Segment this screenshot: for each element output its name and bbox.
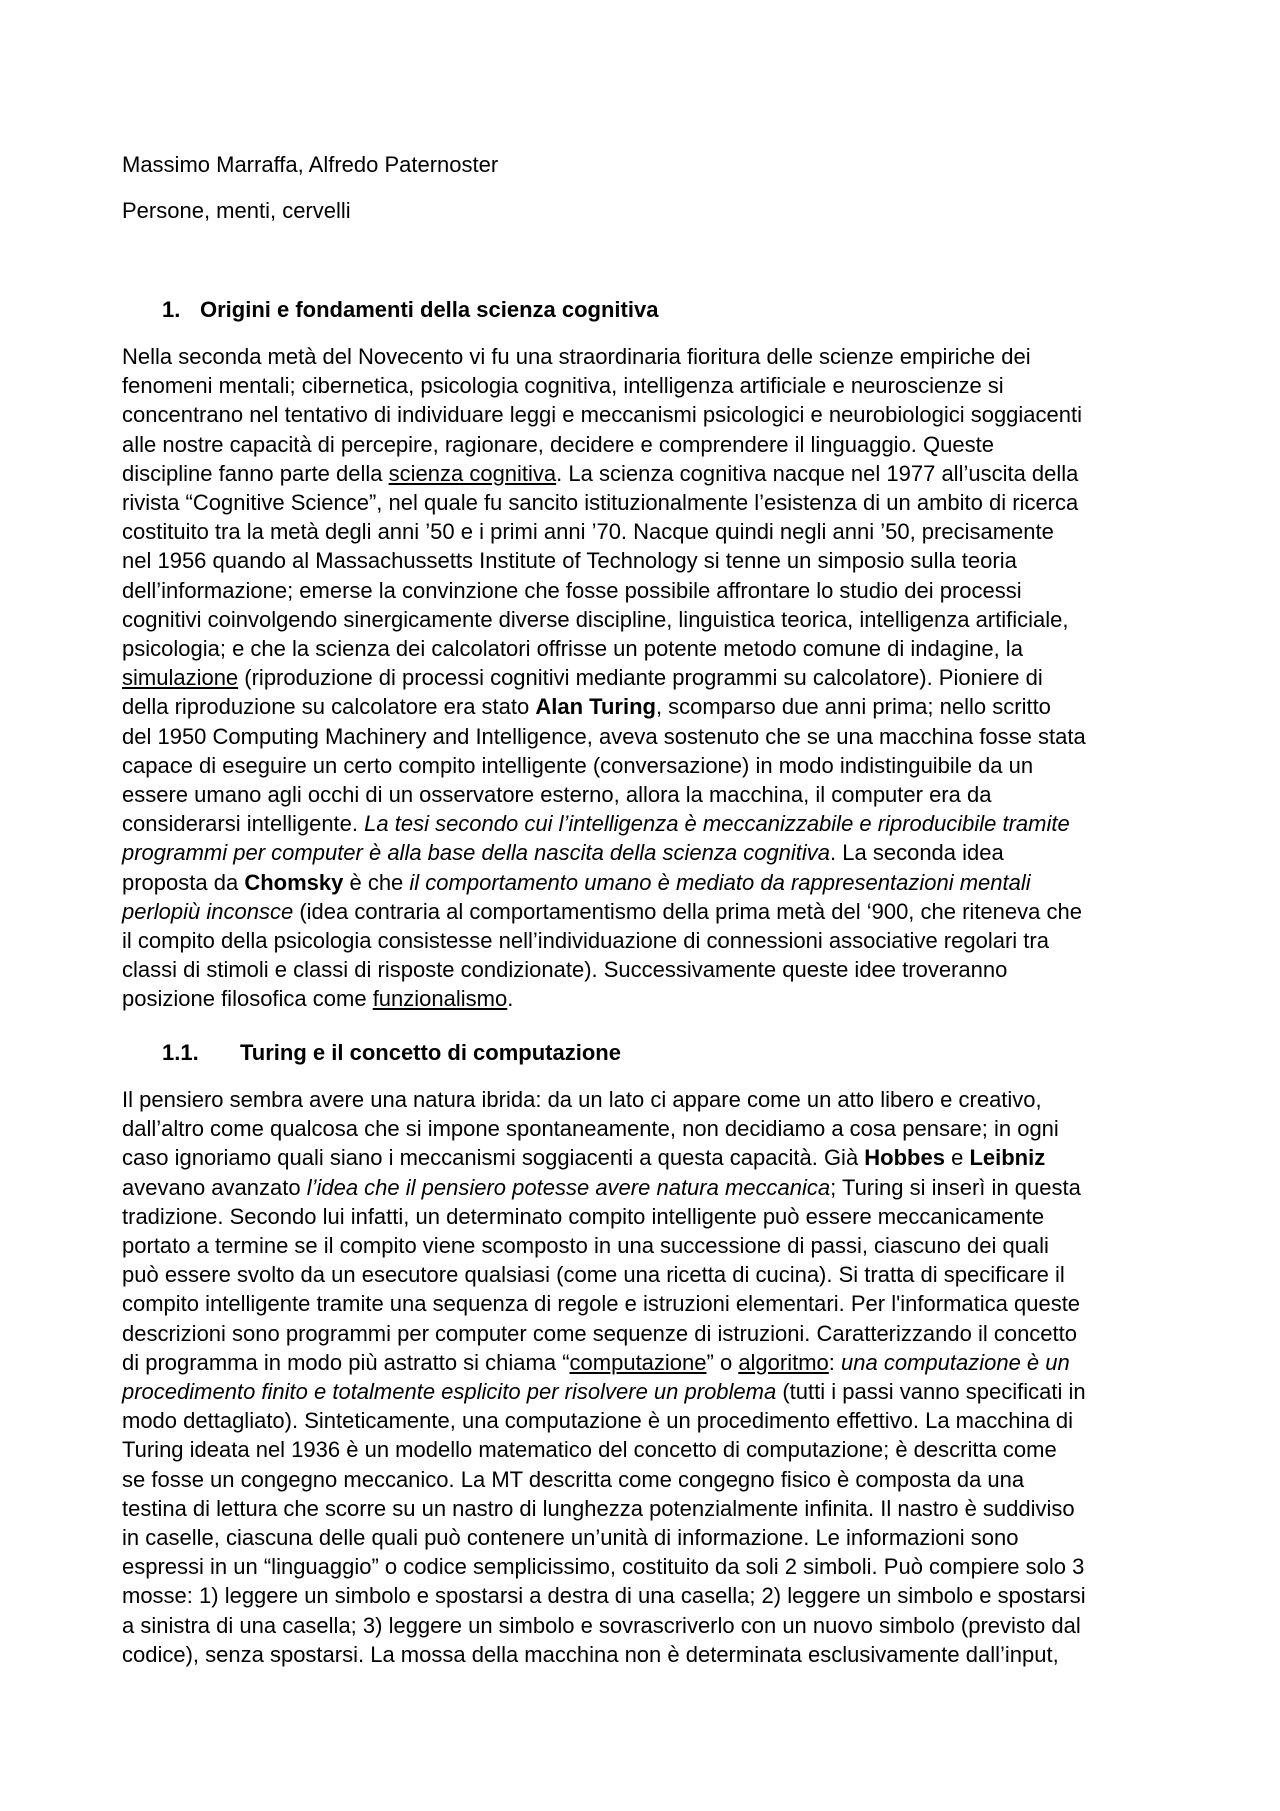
document-title: Persone, menti, cervelli: [122, 198, 351, 223]
text-line: mosse: 1) leggere un simbolo e spostarsi a destra di una casella; 2) leggere un simbolo e spostarsi: [122, 1583, 1086, 1609]
text-line: della riproduzione su calcolatore era stato Alan Turing, scomparso due anni prima; nello scritto: [122, 694, 1051, 720]
text-line: testina di lettura che scorre su un nastro di lunghezza potenzialmente infinita. Il nastro è suddiviso: [122, 1495, 1075, 1521]
underlined-term: computazione: [569, 1349, 707, 1375]
text-line: modo dettagliato). Sinteticamente, una computazione è un procedimento effettivo. La macchina di: [122, 1408, 1074, 1434]
underlined-term: scienza cognitiva: [388, 460, 557, 486]
text-line: programmi per computer è alla base della nascita della scienza cognitiva. La seconda idea: [122, 840, 1004, 866]
text-line: descrizioni sono programmi per computer come sequenze di istruzioni. Caratterizzando il concetto: [122, 1320, 1078, 1346]
text-line: fenomeni mentali; cibernetica, psicologia cognitiva, intelligenza artificiale e neuroscienze si: [122, 373, 1004, 399]
text-line: capace di eseguire un certo compito intelligente (conversazione) in modo indistinguibile da un: [122, 752, 1034, 778]
text-line: avevano avanzato l’idea che il pensiero potesse avere natura meccanica; Turing si inserì in questa: [122, 1174, 1081, 1200]
text-line: proposta da Chomsky è che il comportamento umano è mediato da rappresentazioni mentali: [122, 869, 1031, 895]
italic-text: procedimento finito e totalmente esplicito per risolvere un problema: [122, 1379, 777, 1405]
text-line: espressi in un “linguaggio” o codice semplicissimo, costituito da soli 2 simboli. Può compiere solo 3: [122, 1554, 1085, 1580]
text-line: classi di stimoli e classi di risposte condizionate). Successivamente queste idee troveranno: [122, 957, 1008, 983]
section-number: 1.1.: [162, 1040, 199, 1065]
text-line: costituito tra la metà degli anni ’50 e i primi anni ’70. Nacque quindi negli anni ’50, precisamente: [122, 519, 1054, 545]
underlined-term: funzionalismo: [372, 986, 508, 1012]
italic-text: l’idea che il pensiero potesse avere natura meccanica: [306, 1174, 831, 1200]
text-line: Nella seconda metà del Novecento vi fu una straordinaria fioritura delle scienze empiriche dei: [122, 344, 1031, 369]
bold-text: Leibniz: [969, 1145, 1046, 1171]
author-line: Massimo Marraffa, Alfredo Paternoster: [122, 152, 499, 177]
text-line: portato a termine se il compito viene scomposto in una successione di passi, ciascuno dei quali: [122, 1233, 1049, 1259]
italic-text: perlopiù inconsce: [122, 898, 294, 924]
text-line: Il pensiero sembra avere una natura ibrida: da un lato ci appare come un atto libero e creativo,: [122, 1087, 1042, 1112]
section-heading-1-1: [162, 1038, 621, 1067]
italic-text: programmi per computer è alla base della nascita della scienza cognitiva: [122, 840, 831, 866]
section-title: Turing e il concetto di computazione: [240, 1040, 621, 1065]
text-line: il compito della psicologia consistesse nell’individuazione di connessioni associative regolari tra: [122, 928, 1049, 954]
bold-text: Hobbes: [864, 1145, 945, 1171]
text-line: concentrano nel tentativo di individuare leggi e meccanismi psicologici e neurobiologici soggiacenti: [122, 402, 1083, 428]
text-line: può essere svolto da un esecutore qualsiasi (come una ricetta di cucina). Si tratta di specificare il: [122, 1262, 1065, 1288]
text-line: procedimento finito e totalmente esplicito per risolvere un problema (tutti i passi vanno specificati in: [122, 1379, 1086, 1405]
text-line: rivista “Cognitive Science”, nel quale fu sancito istituzionalmente l’esistenza di un ambito di ricerca: [122, 490, 1079, 516]
underlined-term: algoritmo: [738, 1349, 829, 1375]
italic-text: il comportamento umano è mediato da rappresentazioni mentali: [409, 869, 1031, 895]
italic-text: La tesi secondo cui l’intelligenza è meccanizzabile e riproducibile tramite: [364, 811, 1070, 837]
paragraph-section-1: [122, 342, 1167, 1014]
text-line: perlopiù inconsce (idea contraria al comportamentismo della prima metà del ‘900, che riteneva che: [122, 898, 1082, 924]
paragraph-section-1-1: [122, 1085, 1167, 1669]
text-line: dell’informazione; emerse la convinzione che fosse possibile affrontare lo studio dei processi: [122, 577, 1022, 603]
text-line: considerarsi intelligente. La tesi secondo cui l’intelligenza è meccanizzabile e riproducibile tramite: [122, 811, 1070, 837]
section-title: Origini e fondamenti della scienza cognitiva: [200, 297, 659, 322]
text-line: compito intelligente tramite una sequenza di regole e istruzioni elementari. Per l'informatica queste: [122, 1291, 1081, 1317]
text-line: Turing ideata nel 1936 è un modello matematico del concetto di computazione; è descritta come: [122, 1437, 1057, 1463]
text-line: cognitivi coinvolgendo sinergicamente diverse discipline, linguistica teorica, intelligenza artificiale,: [122, 606, 1069, 632]
section-number: 1.: [162, 297, 181, 322]
text-line: essere umano agli occhi di un osservatore esterno, allora la macchina, il computer era da: [122, 782, 992, 808]
text-line: posizione filosofica come funzionalismo.: [122, 986, 514, 1012]
text-line: se fosse un congegno meccanico. La MT descritta come congegno fisico è composta da una: [122, 1466, 1025, 1492]
text-line: caso ignoriamo quali siano i meccanismi soggiacenti a questa capacità. Già Hobbes e Leibniz: [122, 1145, 1046, 1171]
section-heading-1: [162, 295, 658, 324]
text-line: codice), senza spostarsi. La mossa della macchina non è determinata esclusivamente dall’input,: [122, 1641, 1059, 1667]
text-line: simulazione (riproduzione di processi cognitivi mediante programmi su calcolatore). Pioniere di: [122, 665, 1043, 691]
text-line: dall’altro come qualcosa che si impone spontaneamente, non decidiamo a cosa pensare; in ogni: [122, 1116, 1059, 1142]
underlined-term: simulazione: [122, 665, 239, 691]
text-line: discipline fanno parte della scienza cognitiva. La scienza cognitiva nacque nel 1977 all’uscita della: [122, 460, 1079, 486]
text-line: tradizione. Secondo lui infatti, un determinato compito intelligente può essere meccanicamente: [122, 1203, 1045, 1229]
bold-text: Alan Turing: [535, 694, 656, 720]
bold-text: Chomsky: [244, 869, 344, 895]
text-line: in caselle, ciascuna delle quali può contenere un’unità di informazione. Le informazioni sono: [122, 1525, 1019, 1551]
text-line: psicologia; e che la scienza dei calcolatori offrisse un potente metodo comune di indagine, la: [122, 636, 1023, 662]
text-line: del 1950 Computing Machinery and Intelligence, aveva sostenuto che se una macchina fosse stata: [122, 723, 1086, 749]
text-line: di programma in modo più astratto si chiama “computazione” o algoritmo: una computazione è un: [122, 1349, 1070, 1375]
text-line: a sinistra di una casella; 3) leggere un simbolo e sovrascriverlo con un nuovo simbolo (previsto dal: [122, 1612, 1081, 1638]
text-line: nel 1956 quando al Massachussetts Institute of Technology si tenne un simposio sulla teoria: [122, 548, 1017, 574]
text-line: alle nostre capacità di percepire, ragionare, decidere e comprendere il linguaggio. Queste: [122, 431, 994, 457]
italic-text: una computazione è un: [841, 1349, 1070, 1375]
